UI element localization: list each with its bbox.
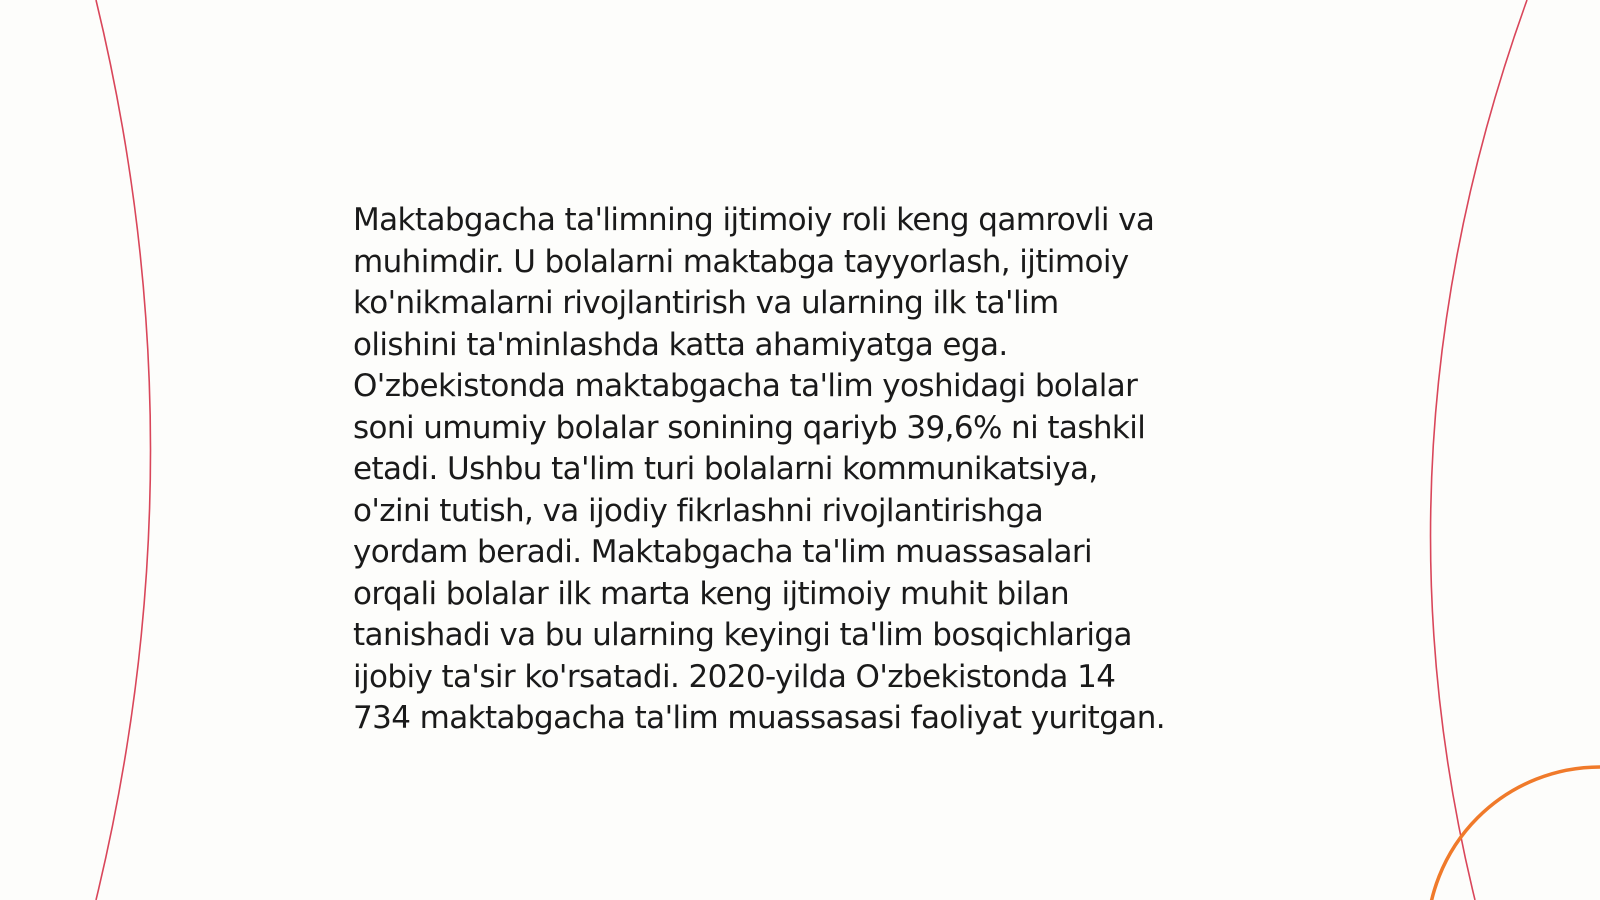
- body-line: O'zbekistonda maktabgacha ta'lim yoshidagi bolalar: [353, 368, 1138, 404]
- body-line: orqali bolalar ilk marta keng ijtimoiy muhit bilan: [353, 575, 1070, 612]
- body-line: ijobiy ta'sir ko'rsatadi. 2020-yilda O'zbekistonda 14: [353, 658, 1116, 695]
- body-line: etadi. Ushbu ta'lim turi bolalarni kommunikatsiya,: [353, 451, 1098, 487]
- slide-body-text: [353, 200, 1233, 740]
- left-curve-line: [96, 0, 151, 900]
- body-line: olishini ta'minlashda katta ahamiyatga ega.: [353, 326, 1008, 363]
- body-line: 734 maktabgacha ta'lim muassasasi faoliyat yuritgan.: [353, 700, 1166, 736]
- body-line: o'zini tutish, va ijodiy fikrlashni rivojlantirishga: [353, 492, 1044, 529]
- right-curve-line: [1431, 0, 1527, 900]
- body-line: ko'nikmalarni rivojlantirish va ularning ilk ta'lim: [353, 285, 1059, 321]
- orange-circle-outline: [1427, 767, 1600, 900]
- body-line: yordam beradi. Maktabgacha ta'lim muassasalari: [353, 534, 1093, 570]
- body-line: muhimdir. U bolalarni maktabga tayyorlash, ijtimoiy: [353, 243, 1129, 280]
- body-line: tanishadi va bu ularning keyingi ta'lim bosqichlariga: [353, 617, 1132, 653]
- body-line: soni umumiy bolalar sonining qariyb 39,6% ni tashkil: [353, 409, 1146, 446]
- body-line: Maktabgacha ta'limning ijtimoiy roli keng qamrovli va: [353, 202, 1155, 238]
